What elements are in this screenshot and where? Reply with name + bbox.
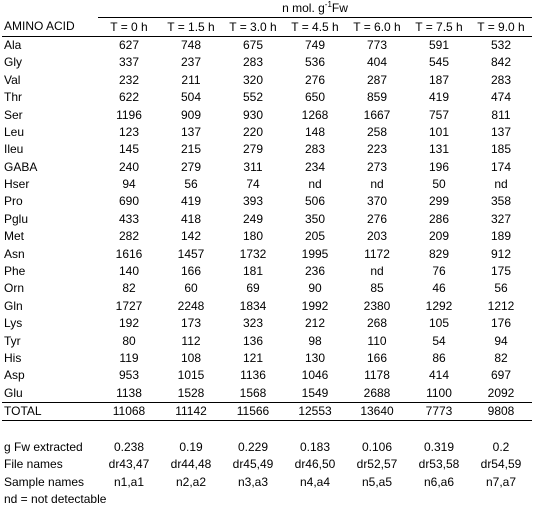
- value-cell[interactable]: 930: [242, 107, 264, 122]
- row-name-cell[interactable]: Lys: [4, 316, 23, 331]
- value-cell[interactable]: 474: [490, 90, 512, 105]
- value-cell[interactable]: 404: [366, 55, 388, 70]
- value-cell[interactable]: 283: [304, 142, 326, 157]
- value-cell[interactable]: 506: [304, 194, 326, 209]
- value-cell[interactable]: 909: [180, 107, 202, 122]
- value-cell[interactable]: 76: [432, 264, 446, 279]
- value-cell[interactable]: 86: [432, 351, 446, 365]
- footer-value-cell[interactable]: 0.319: [423, 439, 455, 454]
- table-row: [2, 367, 532, 384]
- footer-value-cell[interactable]: dr46,50: [294, 457, 336, 472]
- footer-value-cell[interactable]: dr54,59: [480, 457, 522, 472]
- header-time-2[interactable]: T = 3.0 h: [222, 18, 284, 36]
- value-cell[interactable]: 98: [308, 333, 322, 348]
- row-name-cell[interactable]: Glu: [4, 385, 23, 400]
- footer-label-cell[interactable]: g Fw extracted: [4, 439, 83, 454]
- value-cell[interactable]: 1172: [364, 246, 390, 261]
- value-cell[interactable]: 166: [366, 351, 388, 365]
- value-cell[interactable]: 282: [118, 229, 140, 244]
- value-cell[interactable]: 258: [366, 124, 388, 139]
- value-cell[interactable]: 249: [242, 211, 264, 226]
- unit-row-blank-cell[interactable]: [2, 0, 98, 18]
- value-cell[interactable]: 1727: [115, 298, 143, 313]
- value-cell[interactable]: 859: [366, 90, 388, 105]
- value-cell[interactable]: 286: [428, 211, 450, 226]
- table-row: [2, 245, 532, 262]
- row-name-cell[interactable]: Pglu: [4, 211, 29, 226]
- amino-acid-table: [2, 0, 532, 508]
- value-cell[interactable]: 215: [180, 142, 202, 157]
- value-cell[interactable]: 203: [366, 229, 388, 244]
- value-cell[interactable]: 504: [180, 90, 202, 105]
- value-cell[interactable]: 212: [304, 316, 326, 331]
- row-name-cell[interactable]: Orn: [4, 281, 25, 296]
- total-value-cell[interactable]: 11566: [222, 402, 284, 420]
- value-cell[interactable]: 268: [366, 316, 388, 331]
- value-cell[interactable]: 675: [242, 37, 264, 52]
- value-cell[interactable]: 119: [119, 351, 139, 365]
- value-cell[interactable]: 50: [432, 177, 446, 192]
- value-cell[interactable]: 697: [490, 368, 512, 383]
- row-name-cell[interactable]: Gly: [4, 55, 22, 70]
- header-time-1[interactable]: T = 1.5 h: [160, 18, 222, 36]
- value-cell[interactable]: 90: [308, 281, 322, 296]
- row-name-cell[interactable]: Asp: [4, 368, 25, 383]
- header-time-0[interactable]: T = 0 h: [98, 18, 160, 36]
- value-cell[interactable]: 46: [432, 281, 446, 296]
- value-cell[interactable]: 1667: [363, 107, 391, 122]
- value-cell[interactable]: 1457: [177, 246, 205, 261]
- footer-value-cell[interactable]: 0.183: [299, 439, 331, 454]
- row-name-cell[interactable]: Hser: [4, 177, 30, 192]
- total-value-cell[interactable]: 9808: [470, 402, 532, 420]
- table-row: [2, 89, 532, 106]
- value-cell[interactable]: 276: [304, 72, 326, 87]
- value-cell[interactable]: 1528: [177, 385, 205, 400]
- table-row: [2, 350, 532, 367]
- empty-cell[interactable]: [408, 421, 470, 439]
- row-name-cell[interactable]: GABA: [4, 159, 38, 174]
- value-cell[interactable]: 131: [428, 142, 450, 157]
- value-cell[interactable]: 418: [180, 211, 202, 226]
- value-cell[interactable]: 137: [490, 124, 512, 139]
- value-cell[interactable]: 1136: [240, 368, 266, 383]
- note-cell[interactable]: nd = not detectable: [4, 492, 107, 507]
- footer-value-cell[interactable]: 0.2: [492, 439, 510, 454]
- value-cell[interactable]: 112: [181, 333, 201, 348]
- footer-value-cell[interactable]: n2,a2: [175, 474, 207, 489]
- table-row: [2, 280, 532, 297]
- value-cell[interactable]: 69: [246, 281, 260, 296]
- header-time-4[interactable]: T = 6.0 h: [346, 18, 408, 36]
- empty-cell[interactable]: [284, 421, 346, 439]
- value-cell[interactable]: 358: [490, 194, 512, 209]
- value-cell[interactable]: 273: [366, 159, 388, 174]
- footer-value-cell[interactable]: n4,a4: [299, 474, 331, 489]
- total-value-cell[interactable]: 13640: [346, 402, 408, 420]
- footer-value-cell[interactable]: n7,a7: [485, 474, 517, 489]
- value-cell[interactable]: 337: [118, 55, 140, 70]
- table-row: [2, 141, 532, 158]
- value-cell[interactable]: 1015: [177, 368, 205, 383]
- value-cell[interactable]: 181: [242, 264, 264, 279]
- footer-value-cell[interactable]: dr52,57: [356, 457, 398, 472]
- value-cell[interactable]: 234: [304, 159, 326, 174]
- table-row: [2, 193, 532, 210]
- value-cell[interactable]: 842: [490, 55, 512, 70]
- value-cell[interactable]: 1732: [239, 246, 267, 261]
- value-cell[interactable]: 180: [242, 229, 264, 244]
- value-cell[interactable]: 108: [180, 351, 202, 365]
- value-cell[interactable]: 185: [490, 142, 512, 157]
- value-cell[interactable]: nd: [308, 177, 322, 192]
- value-cell[interactable]: 123: [118, 124, 140, 139]
- empty-cell[interactable]: [470, 421, 532, 439]
- footer-value-cell[interactable]: n1,a1: [113, 474, 145, 489]
- value-cell[interactable]: 1178: [364, 368, 390, 383]
- value-cell[interactable]: 283: [242, 55, 264, 70]
- unit-cell[interactable]: [98, 0, 532, 18]
- value-cell[interactable]: 552: [242, 90, 264, 105]
- value-cell[interactable]: 1616: [115, 246, 143, 261]
- value-cell[interactable]: 136: [242, 333, 264, 348]
- value-cell[interactable]: 749: [304, 37, 326, 52]
- total-value-cell[interactable]: 12553: [284, 402, 346, 420]
- table-row: [2, 315, 532, 332]
- value-cell[interactable]: 912: [490, 246, 512, 261]
- value-cell[interactable]: 1995: [301, 246, 329, 261]
- value-cell[interactable]: 323: [242, 316, 264, 331]
- table-row: [2, 72, 532, 89]
- value-cell[interactable]: 1138: [116, 385, 142, 400]
- value-cell[interactable]: 223: [366, 142, 388, 157]
- value-cell[interactable]: 54: [432, 333, 446, 348]
- value-cell[interactable]: 419: [428, 90, 450, 105]
- value-cell[interactable]: 287: [366, 72, 388, 87]
- footer-value-cell[interactable]: dr44,48: [170, 457, 212, 472]
- value-cell[interactable]: 145: [118, 142, 140, 157]
- value-cell[interactable]: 173: [180, 316, 202, 331]
- value-cell[interactable]: 94: [494, 333, 508, 348]
- table-row: [2, 263, 532, 280]
- value-cell[interactable]: 2380: [363, 298, 391, 313]
- table-row: [2, 176, 532, 193]
- total-row: [2, 402, 532, 420]
- header-time-5[interactable]: T = 7.5 h: [408, 18, 470, 36]
- footer-row: [2, 456, 532, 473]
- value-cell[interactable]: 166: [180, 264, 202, 279]
- footer-row: [2, 474, 532, 491]
- total-value-cell[interactable]: 11068: [98, 402, 160, 420]
- value-cell[interactable]: 196: [428, 159, 450, 174]
- table-row: [2, 211, 532, 228]
- header-row: [2, 18, 532, 36]
- unit-prefix: n mol. g: [282, 1, 325, 16]
- value-cell[interactable]: 2688: [363, 385, 391, 400]
- value-cell[interactable]: 279: [242, 142, 264, 157]
- value-cell[interactable]: 811: [491, 107, 511, 122]
- value-cell[interactable]: 650: [304, 90, 326, 105]
- value-cell[interactable]: nd: [370, 264, 384, 279]
- value-cell[interactable]: 56: [494, 281, 508, 296]
- value-cell[interactable]: 327: [490, 211, 512, 226]
- value-cell[interactable]: 101: [428, 124, 450, 139]
- value-cell[interactable]: 1834: [239, 298, 267, 313]
- value-cell[interactable]: 1268: [301, 107, 329, 122]
- unit-row: [2, 0, 532, 18]
- value-cell[interactable]: 1292: [425, 298, 453, 313]
- value-cell[interactable]: 829: [428, 246, 450, 261]
- unit-suffix: Fw: [331, 1, 348, 16]
- value-cell[interactable]: 953: [118, 368, 140, 383]
- empty-cell[interactable]: [222, 421, 284, 439]
- table-row: [2, 36, 532, 54]
- value-cell[interactable]: 276: [366, 211, 388, 226]
- value-cell[interactable]: 532: [490, 37, 512, 52]
- value-cell[interactable]: 1196: [116, 107, 142, 122]
- table-row: [2, 106, 532, 123]
- header-time-3[interactable]: T = 4.5 h: [284, 18, 346, 36]
- value-cell[interactable]: 279: [180, 159, 202, 174]
- value-cell[interactable]: nd: [370, 177, 384, 192]
- note-row: [2, 491, 532, 508]
- value-cell[interactable]: 192: [118, 316, 140, 331]
- value-cell[interactable]: 370: [366, 194, 388, 209]
- value-cell[interactable]: 140: [118, 264, 140, 279]
- value-cell[interactable]: 85: [370, 281, 384, 296]
- header-time-6[interactable]: T = 9.0 h: [470, 18, 532, 36]
- value-cell[interactable]: 1568: [239, 385, 267, 400]
- row-name-cell[interactable]: Ser: [4, 107, 23, 122]
- value-cell[interactable]: 240: [118, 159, 140, 174]
- empty-cell[interactable]: [98, 421, 160, 439]
- footer-row: [2, 439, 532, 456]
- row-name-cell[interactable]: Asn: [4, 246, 25, 261]
- row-name-cell[interactable]: Gln: [4, 298, 23, 313]
- value-cell[interactable]: 350: [304, 211, 326, 226]
- table-row: [2, 124, 532, 141]
- footer-value-cell[interactable]: dr45,49: [232, 457, 274, 472]
- footer-value-cell[interactable]: n3,a3: [237, 474, 269, 489]
- header-amino-acid[interactable]: AMINO ACID: [2, 18, 98, 36]
- value-cell[interactable]: 60: [184, 281, 198, 296]
- total-value-cell[interactable]: 11142: [160, 402, 222, 420]
- value-cell[interactable]: 74: [246, 177, 260, 192]
- value-cell[interactable]: 748: [180, 37, 202, 52]
- value-cell[interactable]: 56: [184, 177, 198, 192]
- table-row: [2, 159, 532, 176]
- value-cell[interactable]: 205: [304, 229, 326, 244]
- row-name-cell[interactable]: Ala: [4, 37, 22, 52]
- value-cell[interactable]: 414: [428, 368, 450, 383]
- footer-label-cell[interactable]: File names: [4, 457, 63, 472]
- footer-value-cell[interactable]: 0.106: [361, 439, 393, 454]
- value-cell[interactable]: 545: [428, 55, 450, 70]
- value-cell[interactable]: 283: [490, 72, 512, 87]
- footer-value-cell[interactable]: n5,a5: [361, 474, 393, 489]
- value-cell[interactable]: 536: [304, 55, 326, 70]
- value-cell[interactable]: 94: [122, 177, 136, 192]
- empty-cell[interactable]: [2, 421, 98, 439]
- value-cell[interactable]: 80: [122, 333, 136, 348]
- value-cell[interactable]: 1992: [301, 298, 329, 313]
- total-label[interactable]: TOTAL: [2, 402, 98, 420]
- value-cell[interactable]: 232: [118, 72, 140, 87]
- value-cell[interactable]: 236: [304, 264, 326, 279]
- value-cell[interactable]: 393: [242, 194, 264, 209]
- empty-cell[interactable]: [346, 421, 408, 439]
- value-cell[interactable]: 105: [428, 316, 450, 331]
- value-cell[interactable]: 175: [490, 264, 512, 279]
- value-cell[interactable]: 82: [122, 281, 136, 296]
- total-value-cell[interactable]: 7773: [408, 402, 470, 420]
- value-cell[interactable]: 174: [490, 159, 512, 174]
- value-cell[interactable]: 148: [304, 124, 326, 139]
- value-cell[interactable]: 311: [243, 159, 263, 174]
- row-name-cell[interactable]: Leu: [4, 124, 25, 139]
- table-row: [2, 385, 532, 403]
- row-name-cell[interactable]: Thr: [4, 90, 22, 105]
- spacer-row: [2, 421, 532, 439]
- footer-value-cell[interactable]: 0.19: [179, 439, 203, 454]
- value-cell[interactable]: 142: [180, 229, 202, 244]
- value-cell[interactable]: 757: [428, 107, 450, 122]
- value-cell[interactable]: 189: [490, 229, 512, 244]
- row-name-cell[interactable]: Tyr: [4, 333, 21, 348]
- value-cell[interactable]: 220: [242, 124, 264, 139]
- value-cell[interactable]: 110: [367, 333, 387, 348]
- value-cell[interactable]: 1046: [301, 368, 329, 383]
- value-cell[interactable]: 419: [180, 194, 202, 209]
- value-cell[interactable]: 622: [118, 90, 140, 105]
- value-cell[interactable]: 187: [428, 72, 450, 87]
- value-cell[interactable]: 237: [180, 55, 202, 70]
- empty-cell[interactable]: [160, 421, 222, 439]
- row-name-cell[interactable]: Val: [4, 72, 21, 87]
- row-name-cell[interactable]: Phe: [4, 264, 26, 279]
- footer-value-cell[interactable]: n6,a6: [423, 474, 455, 489]
- value-cell[interactable]: 773: [366, 37, 388, 52]
- value-cell[interactable]: 320: [242, 72, 264, 87]
- value-cell[interactable]: 1549: [301, 385, 329, 400]
- table-row: [2, 228, 532, 245]
- table-row: [2, 54, 532, 71]
- value-cell[interactable]: 627: [118, 37, 140, 52]
- table-row: [2, 298, 532, 315]
- value-cell[interactable]: nd: [494, 177, 508, 192]
- value-cell[interactable]: 211: [181, 72, 201, 87]
- footer-value-cell[interactable]: dr53,58: [418, 457, 460, 472]
- value-cell[interactable]: 690: [118, 194, 140, 209]
- row-name-cell[interactable]: Ileu: [4, 142, 24, 157]
- value-cell[interactable]: 2248: [177, 298, 205, 313]
- footer-label-cell[interactable]: Sample names: [4, 474, 85, 489]
- row-name-cell[interactable]: Pro: [4, 194, 23, 209]
- value-cell[interactable]: 1212: [487, 298, 515, 313]
- value-cell[interactable]: 2092: [487, 385, 515, 400]
- value-cell[interactable]: 137: [180, 124, 202, 139]
- value-cell[interactable]: 1100: [426, 385, 452, 400]
- value-cell[interactable]: 176: [490, 316, 512, 331]
- row-name-cell[interactable]: His: [4, 351, 22, 365]
- value-cell[interactable]: 130: [304, 351, 326, 365]
- value-cell[interactable]: 121: [242, 351, 264, 365]
- value-cell[interactable]: 433: [118, 211, 140, 226]
- row-name-cell[interactable]: Met: [4, 229, 25, 244]
- value-cell[interactable]: 299: [428, 194, 450, 209]
- value-cell[interactable]: 209: [428, 229, 450, 244]
- footer-value-cell[interactable]: 0.238: [113, 439, 145, 454]
- value-cell[interactable]: 591: [428, 37, 450, 52]
- table-row: [2, 332, 532, 349]
- footer-value-cell[interactable]: dr43,47: [108, 457, 150, 472]
- value-cell[interactable]: 82: [494, 351, 508, 365]
- footer-value-cell[interactable]: 0.229: [237, 439, 269, 454]
- unit-superscript: -1: [324, 0, 332, 10]
